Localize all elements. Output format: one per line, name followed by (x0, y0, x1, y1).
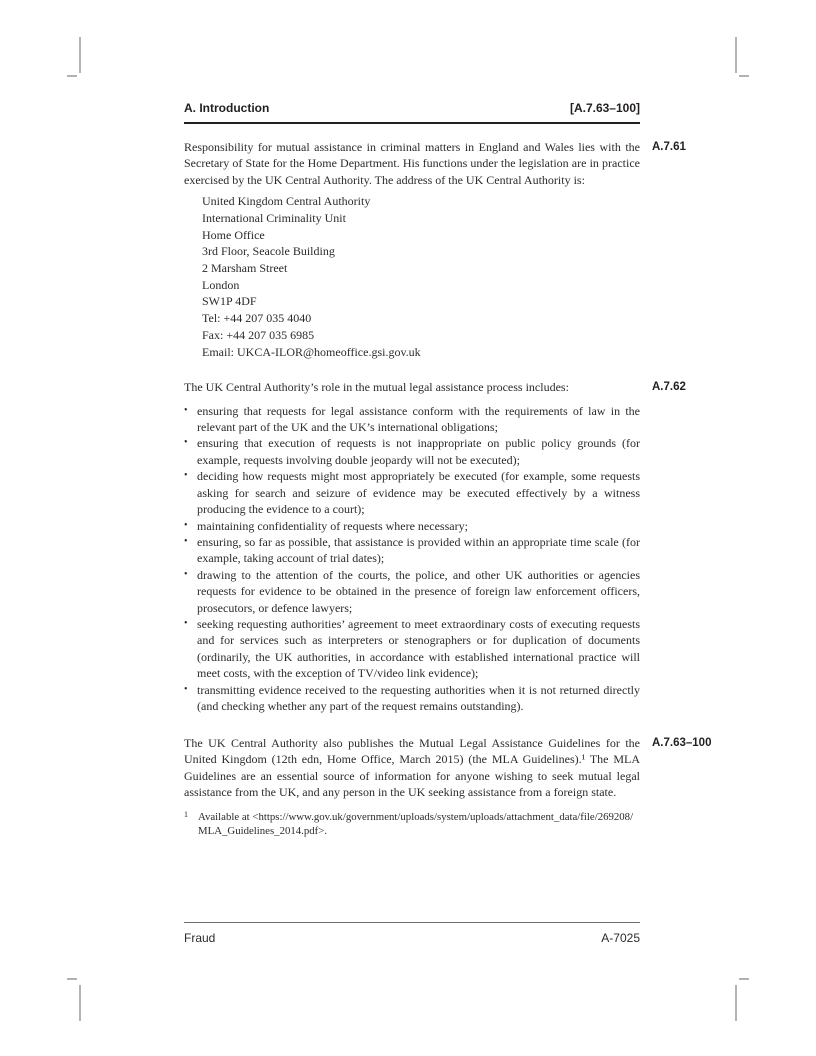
list-item-text: drawing to the attention of the courts, the police, and other UK authorities or agencies requests for evidence to be obtained in the presence of foreign law enforcement officers, prosecutors, or defence lawyers; (197, 567, 640, 615)
bullet-icon: • (184, 404, 188, 416)
list-item-text: seeking requesting authorities’ agreement to meet extraordinary costs of executing requests and for services such as interpreters or stenographers or for duplication of documents (ordinarily, the UK authorities, in accordance with established international practice will meet costs, with the exception of TV/video link evidence); (197, 616, 640, 681)
margin-note-a762: A.7.62 (652, 381, 686, 394)
running-footer (184, 922, 640, 945)
address-line: International Criminality Unit (202, 210, 346, 225)
crop-mark (79, 37, 81, 73)
address-block (184, 193, 640, 360)
list-item (184, 435, 640, 468)
paragraph-text: The UK Central Authority’s role in the mutual legal assistance process includes: (184, 380, 569, 395)
list-item (184, 616, 640, 682)
bullet-icon: • (184, 568, 188, 580)
list-item (184, 468, 640, 517)
footnote-text: Available at <https://www.gov.uk/government/uploads/system/uploads/attachment_data/file/269208/MLA_Guidelines_2014.pdf>. (198, 810, 634, 838)
footer-book-title: Fraud (184, 931, 216, 945)
crop-mark (67, 75, 77, 77)
bullet-icon: • (184, 535, 188, 547)
address-line: SW1P 4DF (202, 294, 257, 309)
crop-mark (739, 978, 749, 980)
crop-mark (79, 985, 81, 1021)
paragraph-text: The UK Central Authority also publishes the Mutual Legal Assistance Guidelines for the United Kingdom (12th edn, Home Office, March 2015) (the MLA Guidelines).¹ The MLA Guidelines are an essential source of information for anyone wishing to seek mutual legal assistance from the UK, and any person in the UK seeking assistance from a foreign state. (184, 736, 640, 800)
list-item-text: deciding how requests might most appropriately be executed (for example, some requests asking for search and seizure of evidence may be executed effectively by a witness producing the evidence to a court); (197, 469, 640, 517)
header-section-title: A. Introduction (184, 101, 270, 115)
bullet-list (184, 403, 640, 715)
body-column (184, 139, 686, 714)
address-line: United Kingdom Central Authority (202, 194, 371, 209)
margin-note-a763-100: A.7.63–100 (652, 737, 712, 749)
crop-mark (735, 985, 737, 1021)
address-line: 3rd Floor, Seacole Building (202, 244, 335, 259)
list-item (184, 682, 640, 715)
footer-page-number: A-7025 (601, 931, 640, 945)
running-header (184, 101, 640, 124)
list-item-text: ensuring, so far as possible, that assistance is provided within an appropriate time scale (for example, taking account of trial dates); (197, 534, 640, 566)
bullet-icon: • (184, 617, 188, 629)
list-item-text: ensuring that requests for legal assistance conform with the requirements of law in the relevant part of the UK and the UK’s international obligations; (197, 403, 640, 435)
address-line: Fax: +44 207 035 6985 (202, 327, 315, 342)
paragraph-text: Responsibility for mutual assistance in criminal matters in England and Wales lies with the Secretary of State for the Home Department. His functions under the legislation are in practice exercised by the UK Central Authority. The address of the UK Central Authority is: (184, 140, 640, 187)
address-line: London (202, 277, 240, 292)
footnote (184, 810, 640, 839)
paragraph-a761 (184, 139, 686, 188)
list-item (184, 534, 640, 567)
crop-mark (67, 978, 77, 980)
bullet-icon: • (184, 437, 188, 449)
address-line: Home Office (202, 227, 265, 242)
list-item (184, 403, 640, 436)
list-item (184, 567, 640, 616)
body-column-lower (184, 735, 712, 839)
address-line: 2 Marsham Street (202, 261, 288, 276)
crop-mark (739, 75, 749, 77)
footnote-marker: 1 (184, 809, 188, 819)
bullet-icon: • (184, 683, 188, 695)
header-paragraph-range: [A.7.63–100] (569, 101, 640, 115)
list-item-text: maintaining confidentiality of requests where necessary; (197, 518, 468, 533)
address-line: Tel: +44 207 035 4040 (202, 311, 312, 326)
margin-note-a761: A.7.61 (652, 141, 686, 153)
crop-mark (735, 37, 737, 73)
paragraph-a762 (184, 379, 686, 395)
address-line: Email: UKCA-ILOR@homeoffice.gsi.gov.uk (202, 344, 421, 359)
bullet-icon: • (184, 519, 188, 531)
list-item (184, 518, 640, 534)
list-item-text: ensuring that execution of requests is not inappropriate on public policy grounds (for example, requests involving double jeopardy will not be executed); (197, 436, 640, 467)
bullet-icon: • (184, 470, 188, 482)
paragraph-a763-100 (184, 735, 712, 801)
list-item-text: transmitting evidence received to the requesting authorities when it is not returned directly (and checking whether any part of the request remains outstanding). (197, 682, 640, 713)
